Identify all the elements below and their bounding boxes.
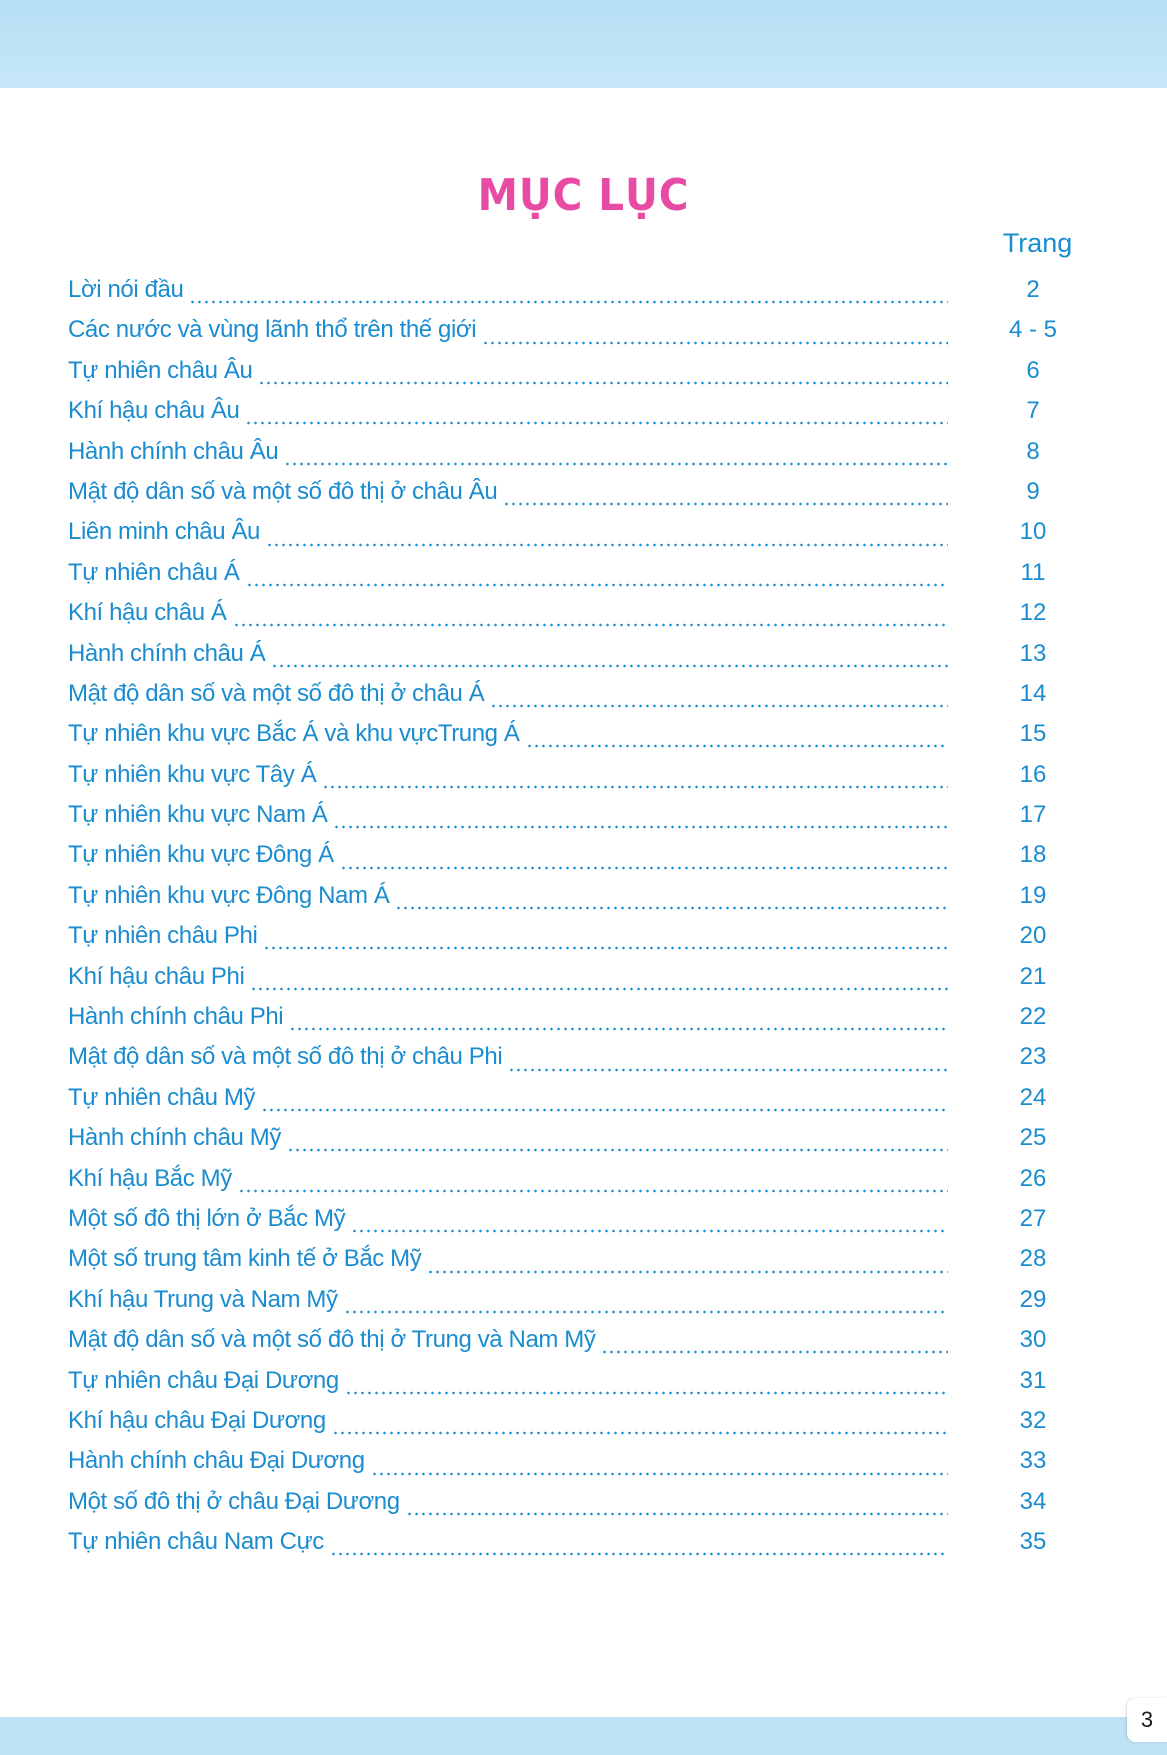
- toc-entry: [68, 1003, 1088, 1043]
- toc-entry: [68, 478, 1088, 518]
- toc-entry-title: Một số đô thị lớn ở Bắc Mỹ: [68, 1204, 346, 1232]
- toc-entry-page: 15: [1019, 720, 1047, 748]
- toc-entry: [68, 1043, 1088, 1083]
- toc-entry-title: Hành chính châu Âu: [68, 437, 279, 465]
- toc-entry-page: 30: [1019, 1326, 1047, 1354]
- toc-entry-title: Một số trung tâm kinh tế ở Bắc Mỹ: [68, 1245, 422, 1273]
- toc-dot-leader: [258, 380, 948, 386]
- toc-dot-leader: [601, 1349, 948, 1355]
- page-column-header: Trang: [1002, 228, 1073, 258]
- toc-entry-title: Liên minh châu Âu: [68, 518, 260, 546]
- toc-entry-page: 12: [1019, 599, 1047, 627]
- toc-entry-page: 21: [1019, 962, 1047, 990]
- toc-entry-title: Hành chính châu Mỹ: [68, 1124, 281, 1152]
- toc-entry-page: 20: [1019, 922, 1047, 950]
- toc-dot-leader: [284, 461, 948, 467]
- toc-entry: [68, 397, 1088, 437]
- toc-entry-page: 10: [1019, 518, 1047, 546]
- toc-entry: [68, 841, 1088, 881]
- toc-entry-page: 22: [1019, 1003, 1047, 1031]
- toc-entry-page: 31: [1019, 1366, 1047, 1394]
- toc-entry-title: Hành chính châu Á: [68, 639, 266, 667]
- toc-entry-page: 26: [1019, 1164, 1047, 1192]
- toc-entry-title: Tự nhiên châu Đại Dương: [68, 1366, 339, 1394]
- toc-dot-leader: [371, 1471, 948, 1477]
- toc-dot-leader: [490, 703, 948, 709]
- toc-entry-page: 35: [1019, 1528, 1047, 1556]
- toc-entry-page: 7: [1026, 397, 1040, 425]
- toc-entry: [68, 882, 1088, 922]
- toc-dot-leader: [261, 1107, 948, 1113]
- toc-entry-title: Tự nhiên khu vực Đông Á: [68, 841, 334, 869]
- toc-entry-title: Các nước và vùng lãnh thổ trên thế giới: [68, 316, 477, 344]
- toc-entry: [68, 1367, 1088, 1407]
- toc-entry-title: Khí hậu Bắc Mỹ: [68, 1164, 232, 1192]
- toc-entry: [68, 1528, 1088, 1568]
- toc-entry-page: 13: [1019, 639, 1047, 667]
- toc-entry: [68, 1165, 1088, 1205]
- toc-dot-leader: [345, 1390, 948, 1396]
- toc-entry-page: 14: [1019, 679, 1047, 707]
- toc-entry-title: Tự nhiên châu Nam Cực: [68, 1528, 324, 1556]
- toc-entry-page: 32: [1019, 1406, 1047, 1434]
- toc-entry-page: 9: [1026, 477, 1040, 505]
- toc-dot-leader: [189, 299, 948, 305]
- toc-entry-page: 28: [1019, 1245, 1047, 1273]
- toc-dot-leader: [508, 1067, 948, 1073]
- toc-entry-title: Tự nhiên khu vực Bắc Á và khu vựcTrung Á: [68, 720, 520, 748]
- toc-dot-leader: [332, 1430, 948, 1436]
- toc-dot-leader: [427, 1269, 948, 1275]
- toc-entry: [68, 1326, 1088, 1366]
- toc-entry-title: Hành chính châu Phi: [68, 1003, 284, 1031]
- toc-dot-leader: [287, 1147, 948, 1153]
- toc-dot-leader: [250, 986, 948, 992]
- toc-entry: [68, 1407, 1088, 1447]
- toc-entry-page: 8: [1026, 437, 1040, 465]
- toc-entry-title: Mật độ dân số và một số đô thị ở Trung và Nam Mỹ: [68, 1326, 596, 1354]
- toc-entry: [68, 1447, 1088, 1487]
- toc-entry-title: Mật độ dân số và một số đô thị ở châu Phi: [68, 1043, 503, 1071]
- toc-dot-leader: [340, 865, 948, 871]
- toc-dot-leader: [245, 420, 948, 426]
- toc-entry-page: 19: [1019, 881, 1047, 909]
- toc-entry-page: 17: [1019, 801, 1047, 829]
- toc-entry: [68, 1124, 1088, 1164]
- toc-entry-page: 2: [1026, 276, 1040, 303]
- toc-entry: [68, 357, 1088, 397]
- toc-entry: [68, 1245, 1088, 1285]
- toc-entry: [68, 276, 1088, 316]
- table-of-contents: [68, 276, 1088, 1569]
- toc-entry-title: Tự nhiên khu vực Nam Á: [68, 801, 328, 829]
- toc-entry-title: Tự nhiên châu Phi: [68, 922, 258, 950]
- toc-entry-page: 6: [1026, 356, 1040, 384]
- toc-dot-leader: [333, 824, 948, 830]
- toc-entry: [68, 720, 1088, 760]
- toc-entry: [68, 801, 1088, 841]
- page-number-tab: 3: [1127, 1698, 1167, 1742]
- toc-entry-page: 16: [1019, 760, 1047, 788]
- toc-entry-page: 29: [1019, 1285, 1047, 1313]
- toc-dot-leader: [238, 1188, 948, 1194]
- toc-entry-page: 4 - 5: [1008, 316, 1058, 344]
- toc-entry-page: 34: [1019, 1487, 1047, 1515]
- toc-entry: [68, 316, 1088, 356]
- toc-entry: [68, 438, 1088, 478]
- toc-entry: [68, 1084, 1088, 1124]
- toc-entry-title: Lời nói đầu: [68, 276, 184, 303]
- toc-entry: [68, 761, 1088, 801]
- toc-dot-leader: [351, 1228, 948, 1234]
- toc-entry: [68, 1205, 1088, 1245]
- toc-dot-leader: [330, 1551, 948, 1557]
- toc-entry: [68, 1488, 1088, 1528]
- toc-entry-title: Khí hậu châu Á: [68, 599, 227, 627]
- toc-dot-leader: [266, 542, 948, 548]
- toc-dot-leader: [289, 1026, 948, 1032]
- toc-entry-title: Tự nhiên châu Âu: [68, 356, 253, 384]
- bottom-decorative-band: [0, 1717, 1167, 1755]
- toc-dot-leader: [406, 1511, 948, 1517]
- toc-entry-title: Mật độ dân số và một số đô thị ở châu Á: [68, 679, 485, 707]
- toc-entry-page: 18: [1019, 841, 1047, 869]
- toc-dot-leader: [233, 622, 948, 628]
- toc-entry-page: 27: [1019, 1204, 1047, 1232]
- toc-entry-title: Khí hậu châu Âu: [68, 397, 240, 425]
- toc-entry-title: Khí hậu châu Đại Dương: [68, 1406, 326, 1434]
- toc-entry: [68, 599, 1088, 639]
- toc-entry-title: Tự nhiên châu Á: [68, 558, 240, 586]
- toc-entry-title: Mật độ dân số và một số đô thị ở châu Âu: [68, 477, 498, 505]
- toc-entry: [68, 680, 1088, 720]
- toc-dot-leader: [482, 340, 948, 346]
- toc-entry-title: Tự nhiên châu Mỹ: [68, 1083, 256, 1111]
- toc-entry: [68, 559, 1088, 599]
- toc-entry-title: Khí hậu châu Phi: [68, 962, 245, 990]
- top-decorative-band: [0, 0, 1167, 88]
- toc-dot-leader: [526, 743, 948, 749]
- toc-entry-page: 11: [1020, 558, 1046, 586]
- page-title: MỤC LỤC: [477, 170, 690, 221]
- toc-entry: [68, 963, 1088, 1003]
- toc-dot-leader: [271, 663, 948, 669]
- toc-dot-leader: [322, 784, 948, 790]
- toc-dot-leader: [395, 905, 948, 911]
- toc-entry-page: 33: [1019, 1447, 1047, 1475]
- toc-entry-page: 24: [1019, 1083, 1047, 1111]
- toc-entry-title: Khí hậu Trung và Nam Mỹ: [68, 1285, 338, 1313]
- toc-entry: [68, 518, 1088, 558]
- toc-entry-title: Hành chính châu Đại Dương: [68, 1447, 365, 1475]
- toc-entry-page: 25: [1019, 1124, 1047, 1152]
- toc-dot-leader: [503, 501, 948, 507]
- toc-entry: [68, 640, 1088, 680]
- toc-dot-leader: [263, 945, 948, 951]
- toc-entry-title: Tự nhiên khu vực Tây Á: [68, 760, 317, 788]
- toc-entry: [68, 1286, 1088, 1326]
- toc-dot-leader: [246, 582, 948, 588]
- toc-entry: [68, 922, 1088, 962]
- toc-entry-title: Tự nhiên khu vực Đông Nam Á: [68, 881, 390, 909]
- toc-entry-page: 23: [1019, 1043, 1047, 1071]
- toc-dot-leader: [344, 1309, 948, 1315]
- toc-entry-title: Một số đô thị ở châu Đại Dương: [68, 1487, 400, 1515]
